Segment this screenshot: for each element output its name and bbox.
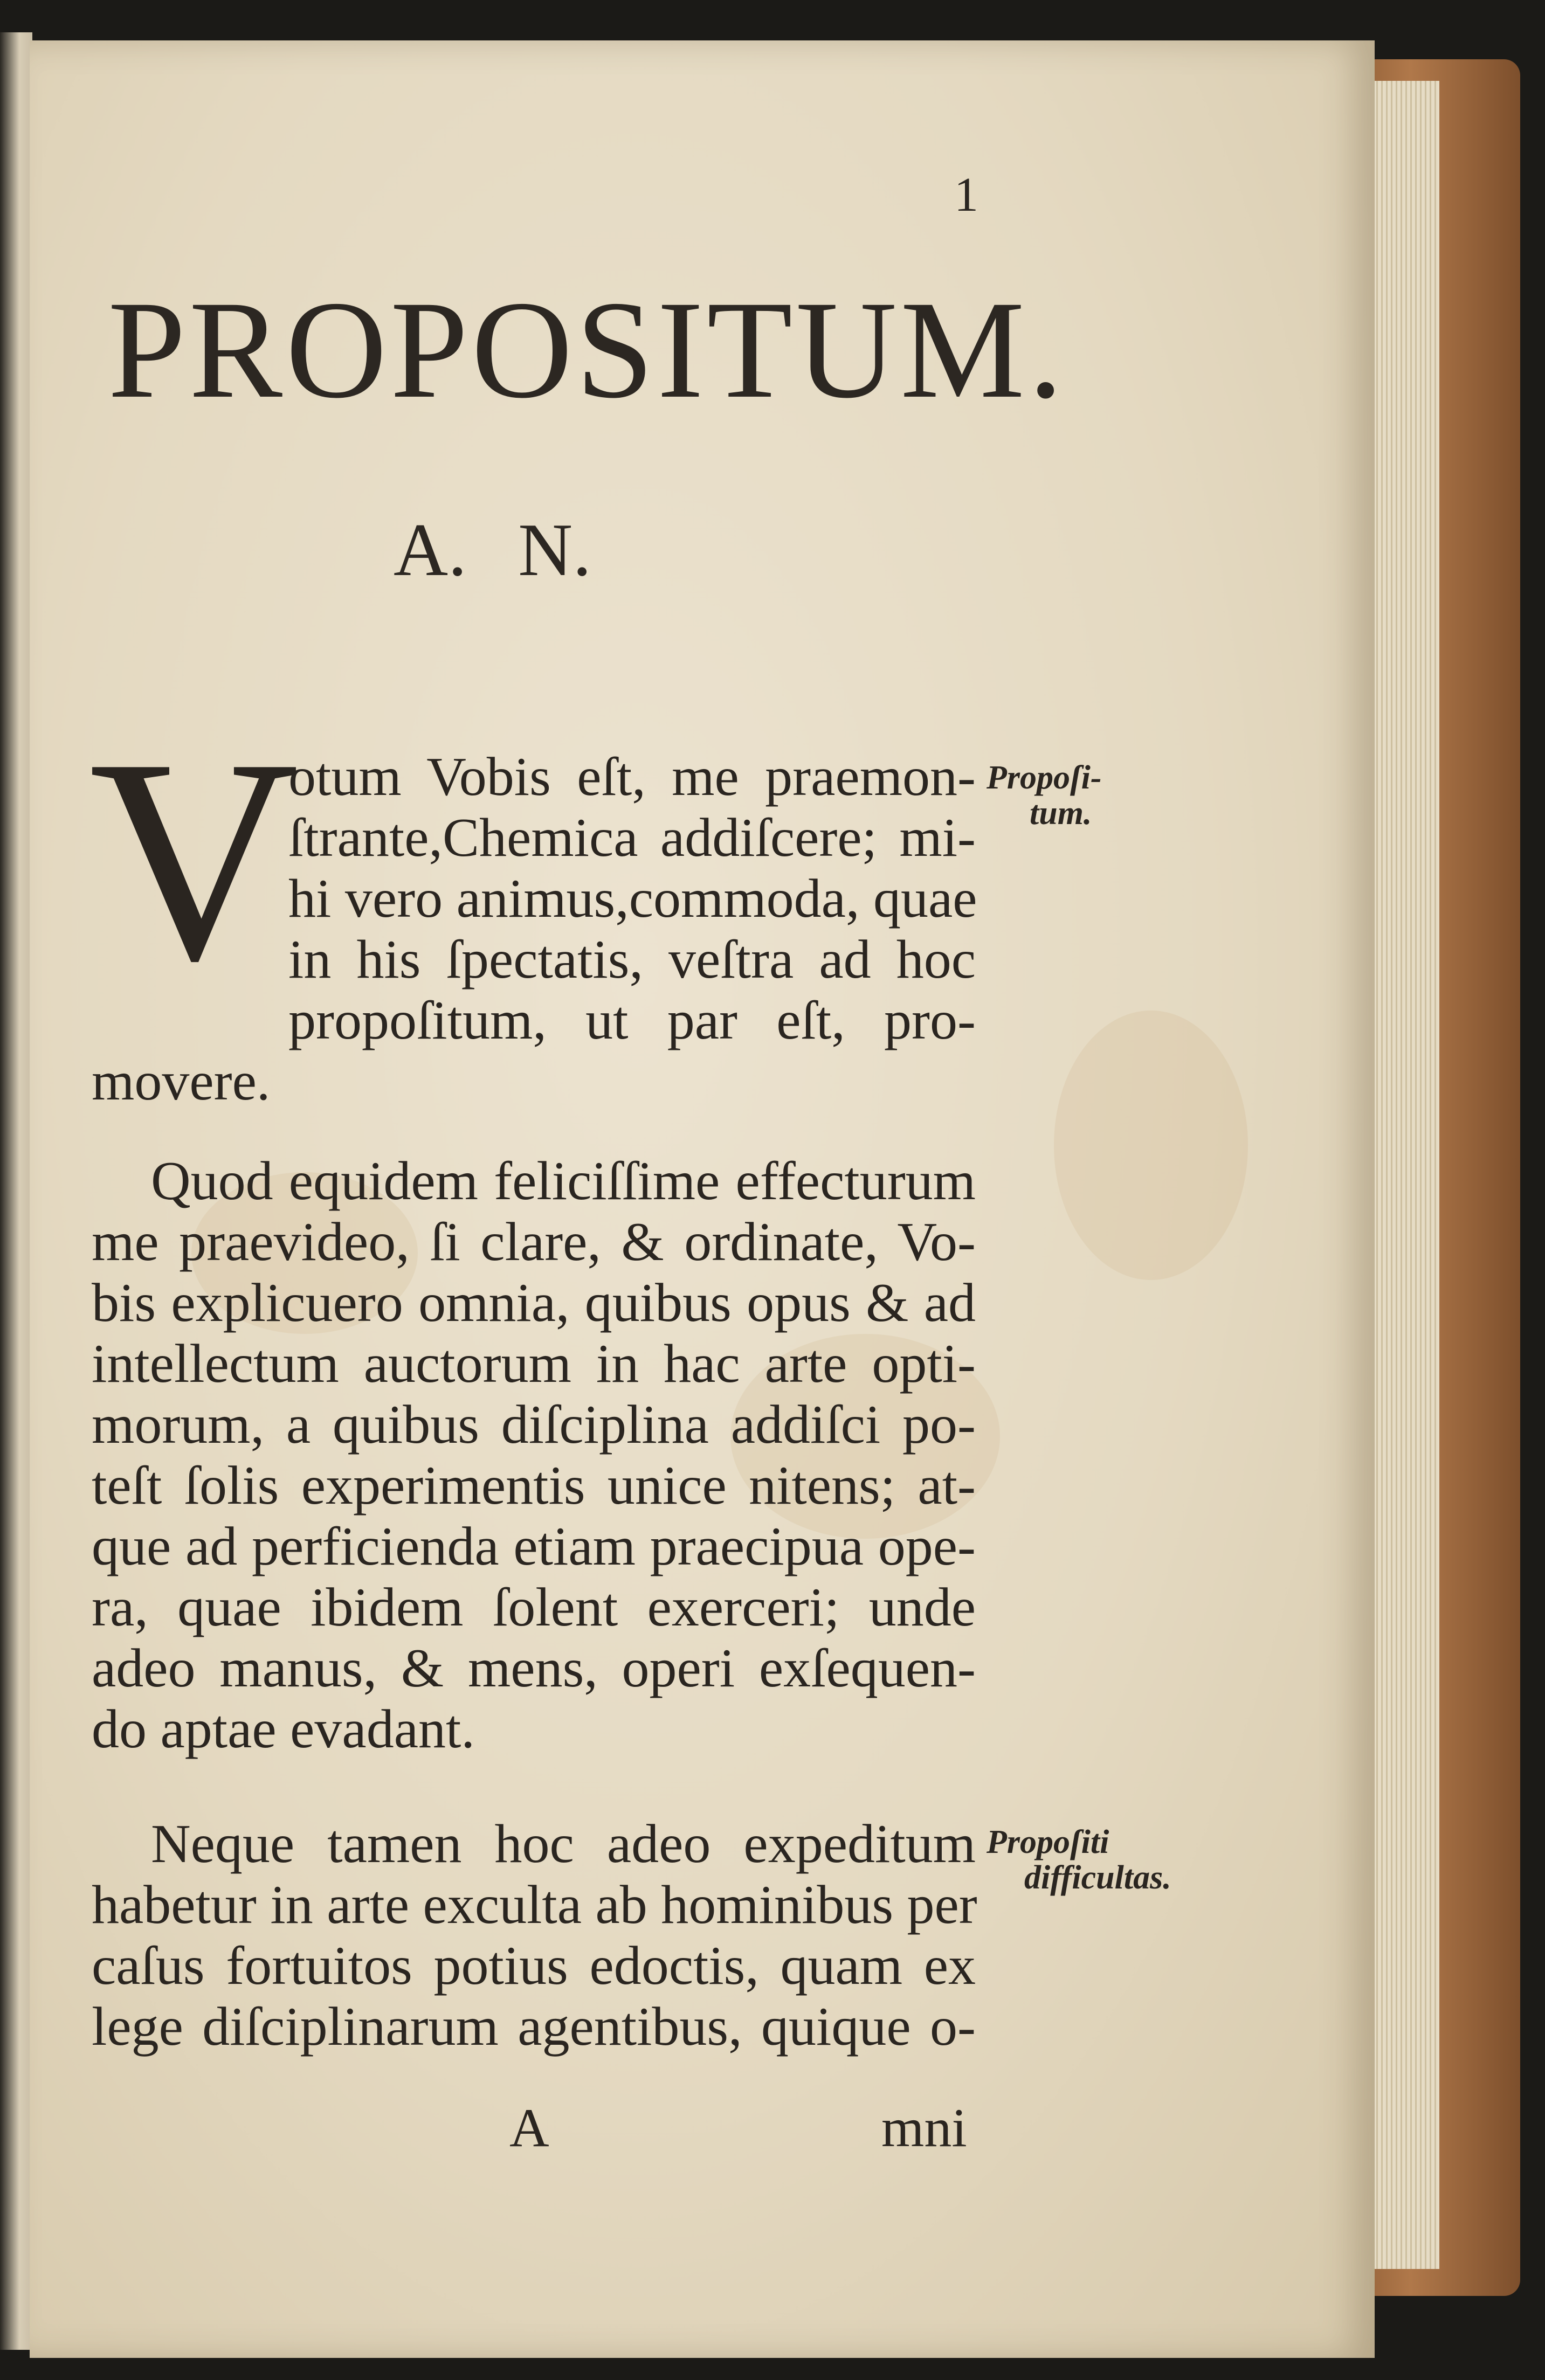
text-line: ſtrante,Chemica addiſcere; mi- xyxy=(288,807,976,868)
page-number: 1 xyxy=(954,168,978,222)
page-title: PROPOSITUM. xyxy=(108,272,1067,427)
margin-note-propositum xyxy=(987,760,1102,831)
facing-page-edge xyxy=(0,32,32,2350)
text-line: intellectum auctorum in hac arte opti- xyxy=(92,1333,976,1394)
text-line: movere. xyxy=(92,1051,271,1112)
text-line: ra, quae ibidem ſolent exerceri; unde xyxy=(92,1577,976,1638)
margin-note-line: Propoſi- xyxy=(987,759,1102,796)
text-line: morum, a quibus diſciplina addiſci po- xyxy=(92,1394,976,1455)
drop-cap: V xyxy=(89,698,299,1021)
text-line: habetur in arte exculta ab hominibus per xyxy=(92,1874,977,1935)
paragraph-1 xyxy=(288,746,976,1051)
text-line: Quod equidem feliciſſime effecturum xyxy=(151,1151,976,1212)
signature-mark: A xyxy=(509,2098,549,2158)
text-line: bis explicuero omnia, quibus opus & ad xyxy=(92,1272,976,1333)
page-subtitle: A. N. xyxy=(394,508,592,592)
margin-note-line: Propoſiti xyxy=(987,1824,1109,1860)
text-line: propoſitum, ut par eſt, pro- xyxy=(288,990,976,1051)
text-line: que ad perficienda etiam praecipua ope- xyxy=(92,1516,976,1577)
text-line: me praevideo, ſi clare, & ordinate, Vo- xyxy=(92,1212,976,1272)
text-line: lege diſciplinarum agentibus, quique o- xyxy=(92,1996,976,2057)
margin-note-difficultas xyxy=(987,1824,1171,1895)
text-line: caſus fortuitos potius edoctis, quam ex xyxy=(92,1935,976,1996)
text-line: Neque tamen hoc adeo expeditum xyxy=(151,1814,976,1874)
paragraph-3 xyxy=(92,1814,976,2057)
text-line: teſt ſolis experimentis unice nitens; at- xyxy=(92,1455,976,1516)
paragraph-1-end xyxy=(92,1051,976,1112)
text-line: otum Vobis eſt, me praemon- xyxy=(288,746,976,807)
text-line: do aptae evadant. xyxy=(92,1699,475,1760)
margin-note-line: tum. xyxy=(1030,795,1092,832)
text-line: in his ſpectatis, veſtra ad hoc xyxy=(288,929,976,990)
catchword: mni xyxy=(881,2098,967,2158)
margin-note-line: difficultas. xyxy=(1024,1859,1171,1896)
paragraph-2 xyxy=(92,1151,976,1760)
text-line: adeo manus, & mens, operi exſequen- xyxy=(92,1638,976,1699)
text-line: hi vero animus,commoda, quae xyxy=(288,868,977,929)
